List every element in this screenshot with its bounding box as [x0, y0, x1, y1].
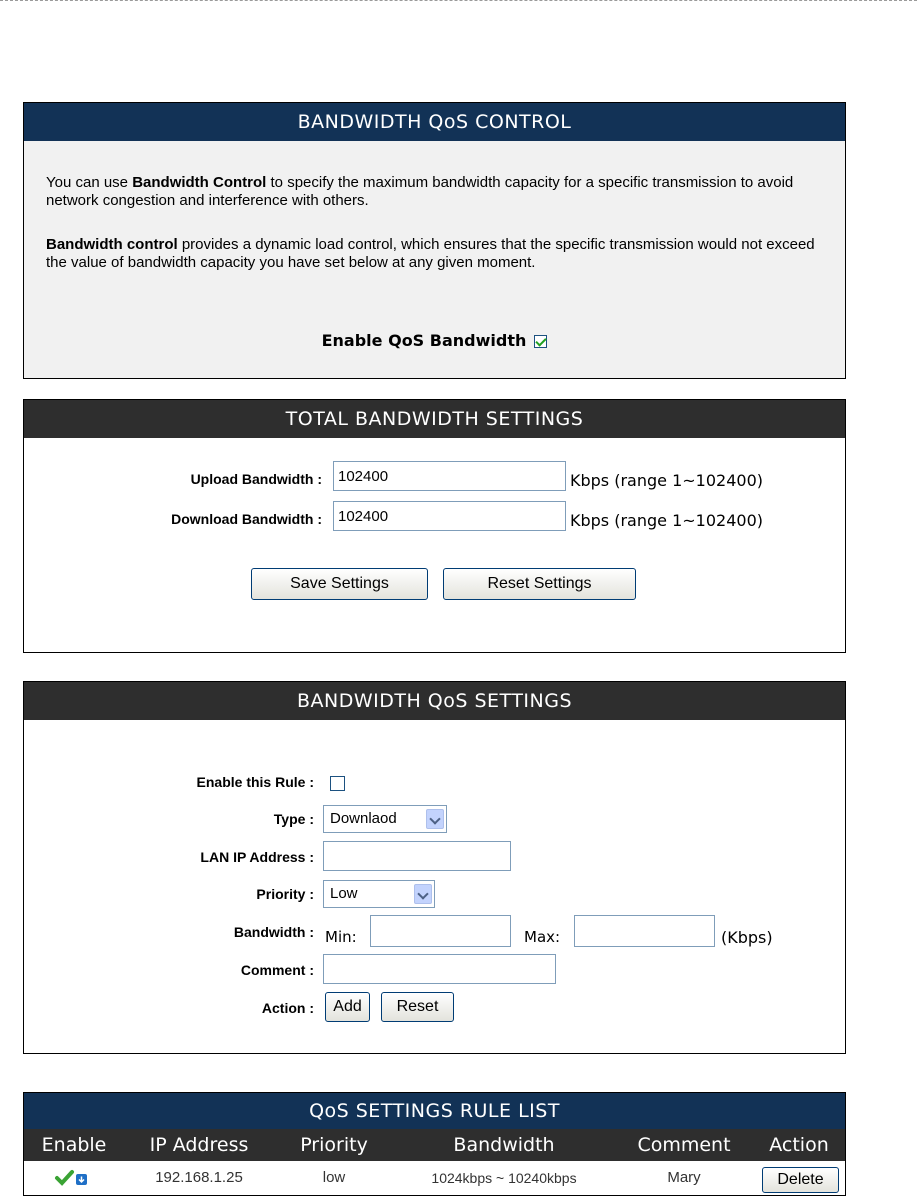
priority-select-value: Low: [330, 885, 358, 902]
bandwidth-label: Bandwidth :: [233, 924, 314, 940]
download-bandwidth-label: Download Bandwidth :: [171, 511, 322, 527]
desc2-bold: Bandwidth control: [46, 236, 178, 253]
enable-rule-checkbox[interactable]: [330, 776, 345, 791]
qos-control-description-1: [46, 174, 836, 210]
bandwidth-min-input[interactable]: [370, 915, 511, 947]
max-label: Max:: [524, 928, 561, 946]
qos-control-description-2: [46, 236, 836, 272]
chevron-down-icon: [426, 809, 444, 829]
reset-settings-button[interactable]: Reset Settings: [443, 568, 636, 600]
lan-ip-label: LAN IP Address :: [200, 849, 314, 865]
qos-control-title: BANDWIDTH QoS CONTROL: [24, 103, 845, 141]
col-priority: Priority: [300, 1134, 368, 1156]
col-comment: Comment: [637, 1134, 731, 1156]
desc2-rest: provides a dynamic load control, which ensures that the specific transmission would not exceed the value of bandwidth capacity you have set below at any given moment.: [46, 236, 815, 271]
kbps-label: (Kbps): [721, 928, 773, 947]
type-select-value: Downlaod: [330, 810, 397, 827]
min-label: Min:: [325, 928, 357, 946]
rule-list-header-row: [24, 1129, 845, 1161]
lan-ip-input[interactable]: [323, 841, 511, 871]
qos-settings-panel: [23, 681, 846, 1054]
delete-rule-button[interactable]: Delete: [762, 1167, 839, 1193]
type-select[interactable]: [323, 805, 447, 833]
priority-label: Priority :: [256, 886, 314, 902]
enable-qos-row: [24, 331, 845, 350]
desc1-bold: Bandwidth Control: [132, 174, 267, 191]
col-ip-address: IP Address: [149, 1134, 249, 1156]
qos-settings-title: BANDWIDTH QoS SETTINGS: [24, 682, 845, 720]
rule-list-panel: [23, 1092, 846, 1196]
download-bandwidth-input[interactable]: [333, 501, 566, 531]
total-bandwidth-title: TOTAL BANDWIDTH SETTINGS: [24, 400, 845, 438]
save-settings-button[interactable]: Save Settings: [251, 568, 428, 600]
comment-label: Comment :: [240, 962, 314, 978]
top-dashed-divider: [0, 0, 917, 1]
row-enable-cell: [24, 1163, 124, 1193]
col-action: Action: [769, 1134, 829, 1156]
row-bandwidth: 1024kbps ~ 10240kbps: [431, 1170, 577, 1186]
rule-list-title: QoS SETTINGS RULE LIST: [24, 1093, 845, 1129]
row-priority: low: [322, 1169, 346, 1186]
row-ip-address: 192.168.1.25: [155, 1169, 243, 1186]
download-bandwidth-unit: Kbps (range 1~102400): [570, 511, 763, 530]
row-comment: Mary: [667, 1169, 701, 1186]
qos-control-panel: [23, 102, 846, 379]
bandwidth-max-input[interactable]: [574, 915, 715, 947]
upload-bandwidth-input[interactable]: [333, 461, 566, 491]
chevron-down-icon: [414, 884, 432, 904]
add-rule-button[interactable]: Add: [325, 992, 370, 1022]
reset-rule-button[interactable]: Reset: [381, 992, 454, 1022]
comment-input[interactable]: [323, 954, 556, 984]
enable-rule-label: Enable this Rule :: [196, 774, 314, 790]
priority-select[interactable]: [323, 880, 435, 908]
col-enable: Enable: [41, 1134, 107, 1156]
type-label: Type :: [273, 811, 314, 827]
desc1-prefix: You can use: [46, 174, 133, 191]
enable-qos-checkbox[interactable]: [534, 335, 547, 348]
enable-qos-label: Enable QoS Bandwidth: [321, 331, 527, 350]
upload-bandwidth-unit: Kbps (range 1~102400): [570, 471, 763, 490]
total-bandwidth-panel: [23, 399, 846, 653]
upload-bandwidth-label: Upload Bandwidth :: [190, 471, 322, 487]
enabled-check-icon[interactable]: [54, 1169, 94, 1187]
action-label: Action :: [261, 1000, 314, 1016]
col-bandwidth: Bandwidth: [453, 1134, 555, 1156]
desc1-rest: to specify the maximum bandwidth capacity for a specific transmission to avoid network congestion and interference with others.: [46, 174, 794, 209]
